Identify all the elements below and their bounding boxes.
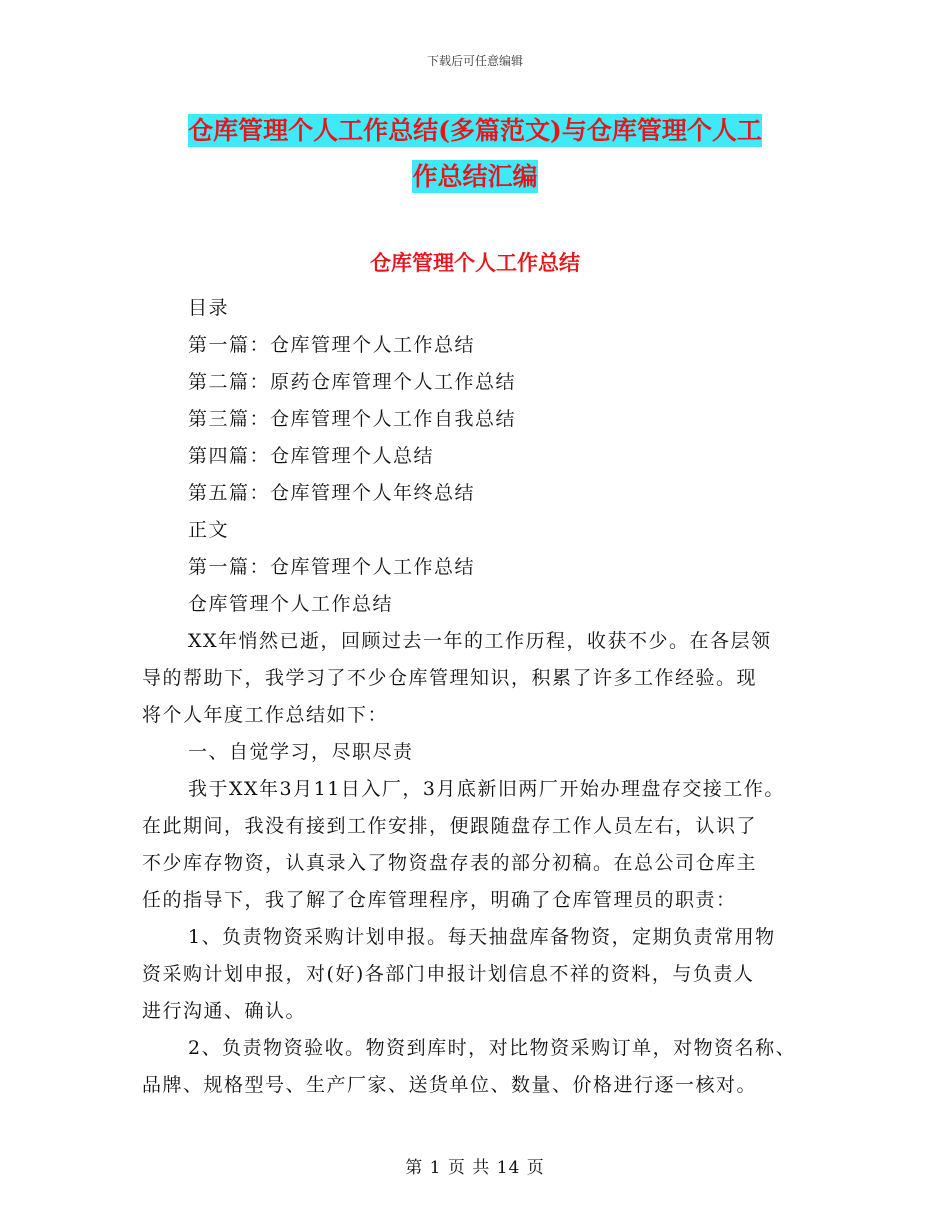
paragraph-line: 资采购计划申报，对(好)各部门申报计划信息不祥的资料，与负责人 xyxy=(142,963,755,985)
document-title xyxy=(0,108,950,200)
paragraph-line: XX年悄然已逝，回顾过去一年的工作历程，收获不少。在各层领 xyxy=(188,630,772,652)
paragraph-line: 品牌、规格型号、生产厂家、送货单位、数量、价格进行逐一核对。 xyxy=(142,1074,758,1096)
paragraph-line: 我于XX年3月11日入厂，3月底新旧两厂开始办理盘存交接工作。 xyxy=(188,778,785,800)
page-footer: 第 1 页 共 14 页 xyxy=(405,1158,545,1178)
toc-item: 第四篇：仓库管理个人总结 xyxy=(188,445,435,467)
paragraph-line: 进行沟通、确认。 xyxy=(142,1000,307,1022)
paragraph-line: 不少库存物资，认真录入了物资盘存表的部分初稿。在总公司仓库主 xyxy=(142,852,758,874)
paragraph-line: 将个人年度工作总结如下： xyxy=(142,704,389,726)
header-note: 下载后可任意编辑 xyxy=(426,54,523,68)
toc-item: 第五篇：仓库管理个人年终总结 xyxy=(188,482,476,504)
paragraph-line: 在此期间，我没有接到工作安排，便跟随盘存工作人员左右，认识了 xyxy=(142,815,758,837)
chapter-title: 仓库管理个人工作总结 xyxy=(188,593,394,615)
document-title-line-2: 作总结汇编 xyxy=(412,162,538,191)
toc-item: 第三篇：仓库管理个人工作自我总结 xyxy=(188,408,517,430)
toc-heading: 目录 xyxy=(188,297,230,319)
section-title: 仓库管理个人工作总结 xyxy=(370,250,580,275)
body-label: 正文 xyxy=(188,519,230,541)
subheading: 一、自觉学习，尽职尽责 xyxy=(188,741,414,763)
document-content xyxy=(142,290,822,1104)
toc-item: 第一篇：仓库管理个人工作总结 xyxy=(188,334,476,356)
paragraph-line: 1、负责物资采购计划申报。每天抽盘库备物资，定期负责常用物 xyxy=(188,926,776,948)
paragraph-line: 任的指导下，我了解了仓库管理程序，明确了仓库管理员的职责： xyxy=(142,889,737,911)
paragraph-line: 导的帮助下，我学习了不少仓库管理知识，积累了许多工作经验。现 xyxy=(142,667,758,689)
paragraph-line: 2、负责物资验收。物资到库时，对比物资采购订单，对物资名称、 xyxy=(188,1037,797,1059)
document-title-line-1: 仓库管理个人工作总结(多篇范文)与仓库管理个人工 xyxy=(188,116,762,145)
toc-item: 第二篇：原药仓库管理个人工作总结 xyxy=(188,371,517,393)
chapter-heading: 第一篇：仓库管理个人工作总结 xyxy=(188,556,476,578)
